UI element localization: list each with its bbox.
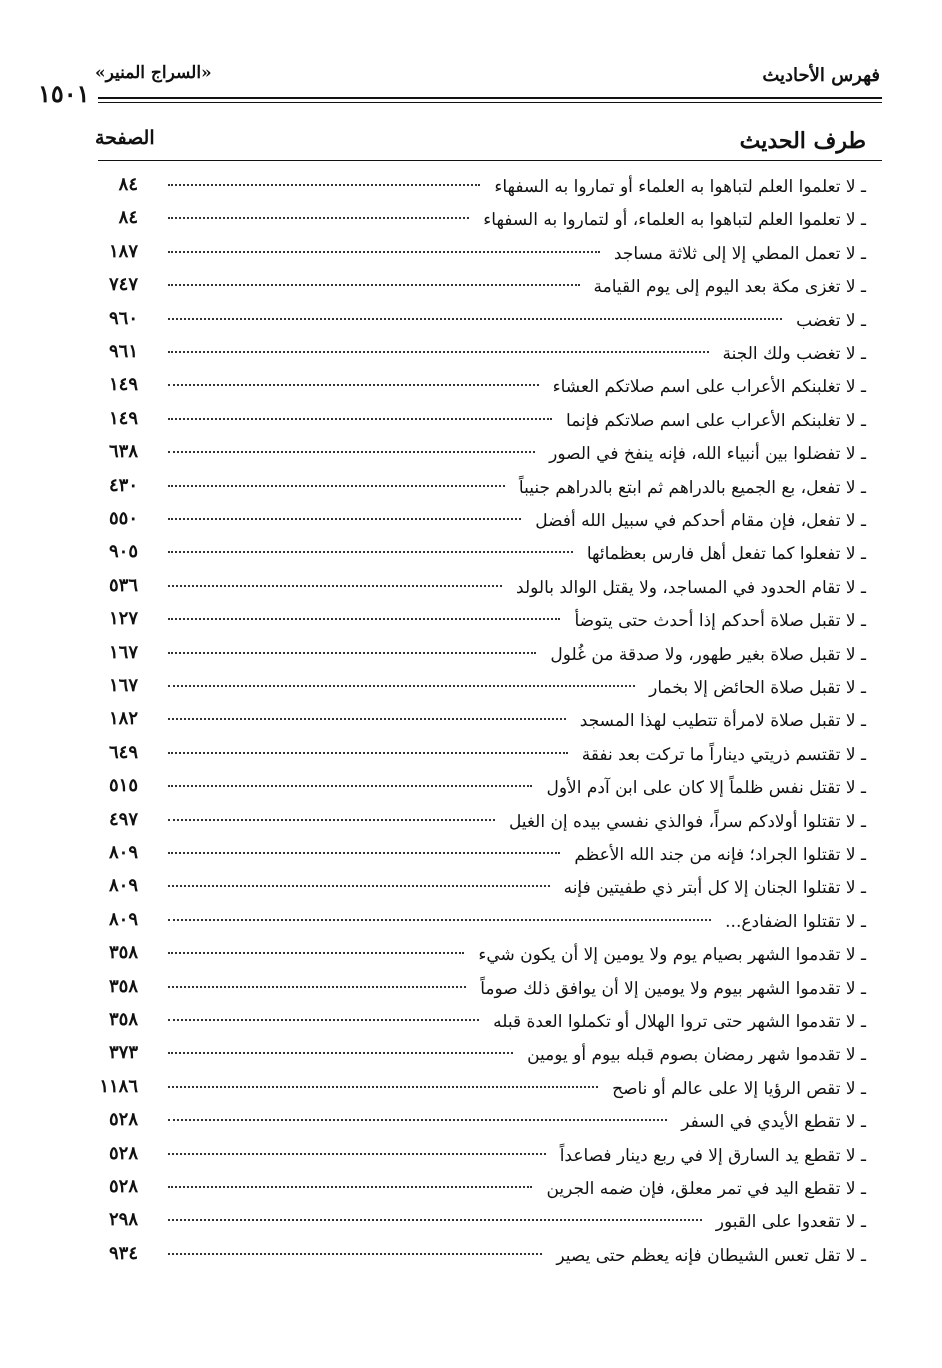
entry-page-number: ١٨٢ <box>108 708 138 730</box>
entry-page-number: ٨٤ <box>118 207 138 229</box>
entry-leader-dots <box>168 1019 479 1021</box>
entry-leader-dots <box>168 284 580 286</box>
index-entry <box>0 838 942 871</box>
index-entry <box>0 304 942 337</box>
index-entry <box>0 370 942 403</box>
index-entry <box>0 270 942 303</box>
entry-text: ـ لا تقتلوا الجنان إلا كل أبتر ذي طفيتين فإنه <box>563 878 866 899</box>
entry-text: ـ لا تقطع يد السارق إلا في ربع دينار فصاعداً <box>559 1145 866 1166</box>
entry-page-number: ٨٠٩ <box>108 842 138 863</box>
entry-page-number: ٨٠٩ <box>108 908 138 930</box>
entry-leader-dots <box>168 217 469 219</box>
index-entry <box>0 1205 942 1238</box>
header-rule-thin <box>98 102 882 103</box>
entry-text: ـ لا تقبل صلاة بغير طهور، ولا صدقة من غُلول <box>550 644 866 665</box>
index-entry <box>0 504 942 537</box>
index-entry <box>0 1105 942 1138</box>
entry-page-number: ٥١٥ <box>108 775 138 797</box>
entry-page-number: ٥٥٠ <box>108 508 138 529</box>
entry-leader-dots <box>168 384 539 386</box>
entry-text: ـ لا تقتلوا الضفادع... <box>725 911 866 932</box>
index-title: فهرس الأحاديث <box>762 65 880 86</box>
entry-text: ـ لا تقبل صلاة أحدكم إذا أحدث حتى يتوضأ <box>574 611 866 632</box>
entry-text: ـ لا تفعلوا كما تفعل أهل فارس بعظمائها <box>586 544 866 565</box>
entry-page-number: ٩٦٠ <box>108 307 138 329</box>
entry-leader-dots <box>168 986 466 988</box>
index-entry <box>0 972 942 1005</box>
entry-leader-dots <box>168 685 635 687</box>
entry-page-number: ٣٧٣ <box>108 1042 138 1064</box>
index-entry <box>0 738 942 771</box>
index-entry <box>0 805 942 838</box>
entry-page-number: ١٨٧ <box>108 240 138 262</box>
entry-page-number: ٩٠٥ <box>108 541 138 563</box>
entry-leader-dots <box>168 718 566 720</box>
entry-page-number: ٥٢٨ <box>108 1142 138 1164</box>
entry-leader-dots <box>168 819 495 821</box>
entry-text: ـ لا تقل تعس الشيطان فإنه يعظم حتى يصير <box>556 1245 866 1266</box>
entry-page-number: ٦٣٨ <box>108 441 138 463</box>
entry-text: ـ لا تقطع الأيدي في السفر <box>681 1112 866 1133</box>
entry-page-number: ٣٥٨ <box>108 975 138 997</box>
header-rule-thick <box>98 97 882 99</box>
index-entry <box>0 671 942 704</box>
entry-page-number: ١١٨٦ <box>99 1075 138 1097</box>
entry-text: ـ لا تقتلوا الجراد؛ فإنه من جند الله الأعظم <box>574 845 866 865</box>
index-entry <box>0 771 942 804</box>
entry-page-number: ١٤٩ <box>108 407 138 429</box>
entry-page-number: ٩٦١ <box>108 341 138 362</box>
entry-leader-dots <box>168 485 505 487</box>
entry-leader-dots <box>168 318 782 320</box>
index-entry <box>0 404 942 437</box>
entry-page-number: ١٦٧ <box>108 641 138 663</box>
entry-leader-dots <box>168 785 532 787</box>
entry-page-number: ٤٩٧ <box>108 808 138 830</box>
entry-page-number: ٥٣٦ <box>108 574 138 596</box>
entry-text: ـ لا تفعل، فإن مقام أحدكم في سبيل الله أفضل <box>535 511 866 531</box>
entry-leader-dots <box>168 251 600 253</box>
entry-text: ـ لا تغلبنكم الأعراب على اسم صلاتكم فإنما <box>566 410 866 431</box>
entry-page-number: ٦٤٩ <box>108 741 138 763</box>
entry-text: ـ لا تعمل المطي إلا إلى ثلاثة مساجد <box>613 243 866 264</box>
entry-leader-dots <box>168 1219 702 1221</box>
entry-leader-dots <box>168 518 521 520</box>
column-header-hadith: طرف الحديث <box>739 128 866 154</box>
entry-leader-dots <box>168 618 560 620</box>
entry-leader-dots <box>168 1052 513 1054</box>
entry-page-number: ٨٤ <box>118 174 138 195</box>
entry-leader-dots <box>168 752 568 754</box>
index-entry <box>0 704 942 737</box>
entry-text: ـ لا تقام الحدود في المساجد، ولا يقتل الوالد بالولد <box>516 577 866 598</box>
index-entry <box>0 1072 942 1105</box>
entry-page-number: ١٤٩ <box>108 374 138 396</box>
entry-page-number: ١٦٧ <box>108 675 138 696</box>
index-entry <box>0 1239 942 1272</box>
index-entry <box>0 571 942 604</box>
index-entry <box>0 471 942 504</box>
entry-leader-dots <box>168 351 709 353</box>
entry-text: ـ لا تغضب ولك الجنة <box>722 344 866 364</box>
entry-page-number: ٤٣٠ <box>108 474 138 496</box>
index-entry <box>0 337 942 370</box>
entry-leader-dots <box>168 1119 667 1121</box>
entry-text: ـ لا تقتلوا أولادكم سراً، فوالذي نفسي بيده إن الغيل <box>508 811 866 832</box>
entry-leader-dots <box>168 1253 542 1255</box>
entry-page-number: ٩٣٤ <box>108 1242 138 1264</box>
entry-leader-dots <box>168 1153 546 1155</box>
entry-page-number: ٥٢٨ <box>108 1176 138 1197</box>
entry-text: ـ لا تقدموا شهر رمضان بصوم قبله بيوم أو يومين <box>527 1045 866 1066</box>
index-entry <box>0 871 942 904</box>
entry-page-number: ١٢٧ <box>108 608 138 630</box>
entry-text: ـ لا تقدموا الشهر حتى تروا الهلال أو تكملوا العدة قبله <box>493 1012 866 1032</box>
entry-text: ـ لا تقتل نفس ظلماً إلا كان على ابن آدم الأول <box>546 778 866 799</box>
entry-text: ـ لا تقطع اليد في تمر معلق، فإن ضمه الجرين <box>546 1179 866 1199</box>
entry-text: ـ لا تفعل، بع الجميع بالدراهم ثم ابتع بالدراهم جنيباً <box>518 477 866 498</box>
index-entry <box>0 905 942 938</box>
entry-text: ـ لا تغلبنكم الأعراب على اسم صلاتكم العشاء <box>552 377 866 398</box>
index-entry <box>0 203 942 236</box>
column-header-rule <box>98 160 882 161</box>
entry-text: ـ لا تقبل صلاة لامرأة تتطيب لهذا المسجد <box>579 711 866 732</box>
entry-text: ـ لا تقعدوا على القبور <box>715 1212 866 1233</box>
index-entry <box>0 237 942 270</box>
entry-text: ـ لا تعلموا العلم لتباهوا به العلماء أو تماروا به السفهاء <box>494 177 866 197</box>
index-entry <box>0 537 942 570</box>
page-header <box>20 58 880 108</box>
entry-leader-dots <box>168 585 502 587</box>
entry-leader-dots <box>168 652 536 654</box>
entry-leader-dots <box>168 1186 532 1188</box>
entry-leader-dots <box>168 885 550 887</box>
index-entry <box>0 1139 942 1172</box>
index-entry <box>0 938 942 971</box>
entry-text: ـ لا تقدموا الشهر بصيام يوم ولا يومين إلا أن يكون شيء <box>478 945 866 966</box>
column-header-page: الصفحة <box>95 127 155 149</box>
entry-leader-dots <box>168 451 535 453</box>
entry-text: ـ لا تقتسم ذريتي ديناراً ما تركت بعد نفقة <box>581 744 866 765</box>
entry-text: ـ لا تعلموا العلم لتباهوا به العلماء، أو لتماروا به السفهاء <box>483 210 866 231</box>
entry-text: ـ لا تفضلوا بين أنبياء الله، فإنه ينفخ في الصور <box>549 444 866 465</box>
entry-leader-dots <box>168 1086 598 1088</box>
entry-leader-dots <box>168 919 711 921</box>
index-entry <box>0 437 942 470</box>
entry-leader-dots <box>168 551 573 553</box>
entry-page-number: ٥٢٨ <box>108 1109 138 1131</box>
page-number: ١٥٠١ <box>38 79 90 108</box>
entry-text: ـ لا تغضب <box>796 310 866 331</box>
entry-leader-dots <box>168 952 464 954</box>
entry-page-number: ٢٩٨ <box>108 1209 138 1231</box>
entry-page-number: ٧٤٧ <box>108 274 138 296</box>
index-entry <box>0 1038 942 1071</box>
index-entry <box>0 1172 942 1205</box>
index-entry <box>0 604 942 637</box>
entry-leader-dots <box>168 418 552 420</box>
entry-leader-dots <box>168 852 560 854</box>
entry-leader-dots <box>168 184 480 186</box>
entry-text: ـ لا تقبل صلاة الحائض إلا بخمار <box>649 678 866 698</box>
book-title: «السراج المنير» <box>95 63 212 83</box>
index-entry <box>0 1005 942 1038</box>
entry-page-number: ٣٥٨ <box>108 942 138 964</box>
entry-text: ـ لا تغزى مكة بعد اليوم إلى يوم القيامة <box>593 277 866 298</box>
entry-text: ـ لا تقص الرؤيا إلا على عالم أو ناصح <box>612 1078 866 1099</box>
entry-text: ـ لا تقدموا الشهر بيوم ولا يومين إلا أن يوافق ذلك صوماً <box>480 978 866 999</box>
index-entry <box>0 638 942 671</box>
index-entry <box>0 170 942 203</box>
entry-page-number: ٨٠٩ <box>108 875 138 897</box>
entry-page-number: ٣٥٨ <box>108 1009 138 1030</box>
